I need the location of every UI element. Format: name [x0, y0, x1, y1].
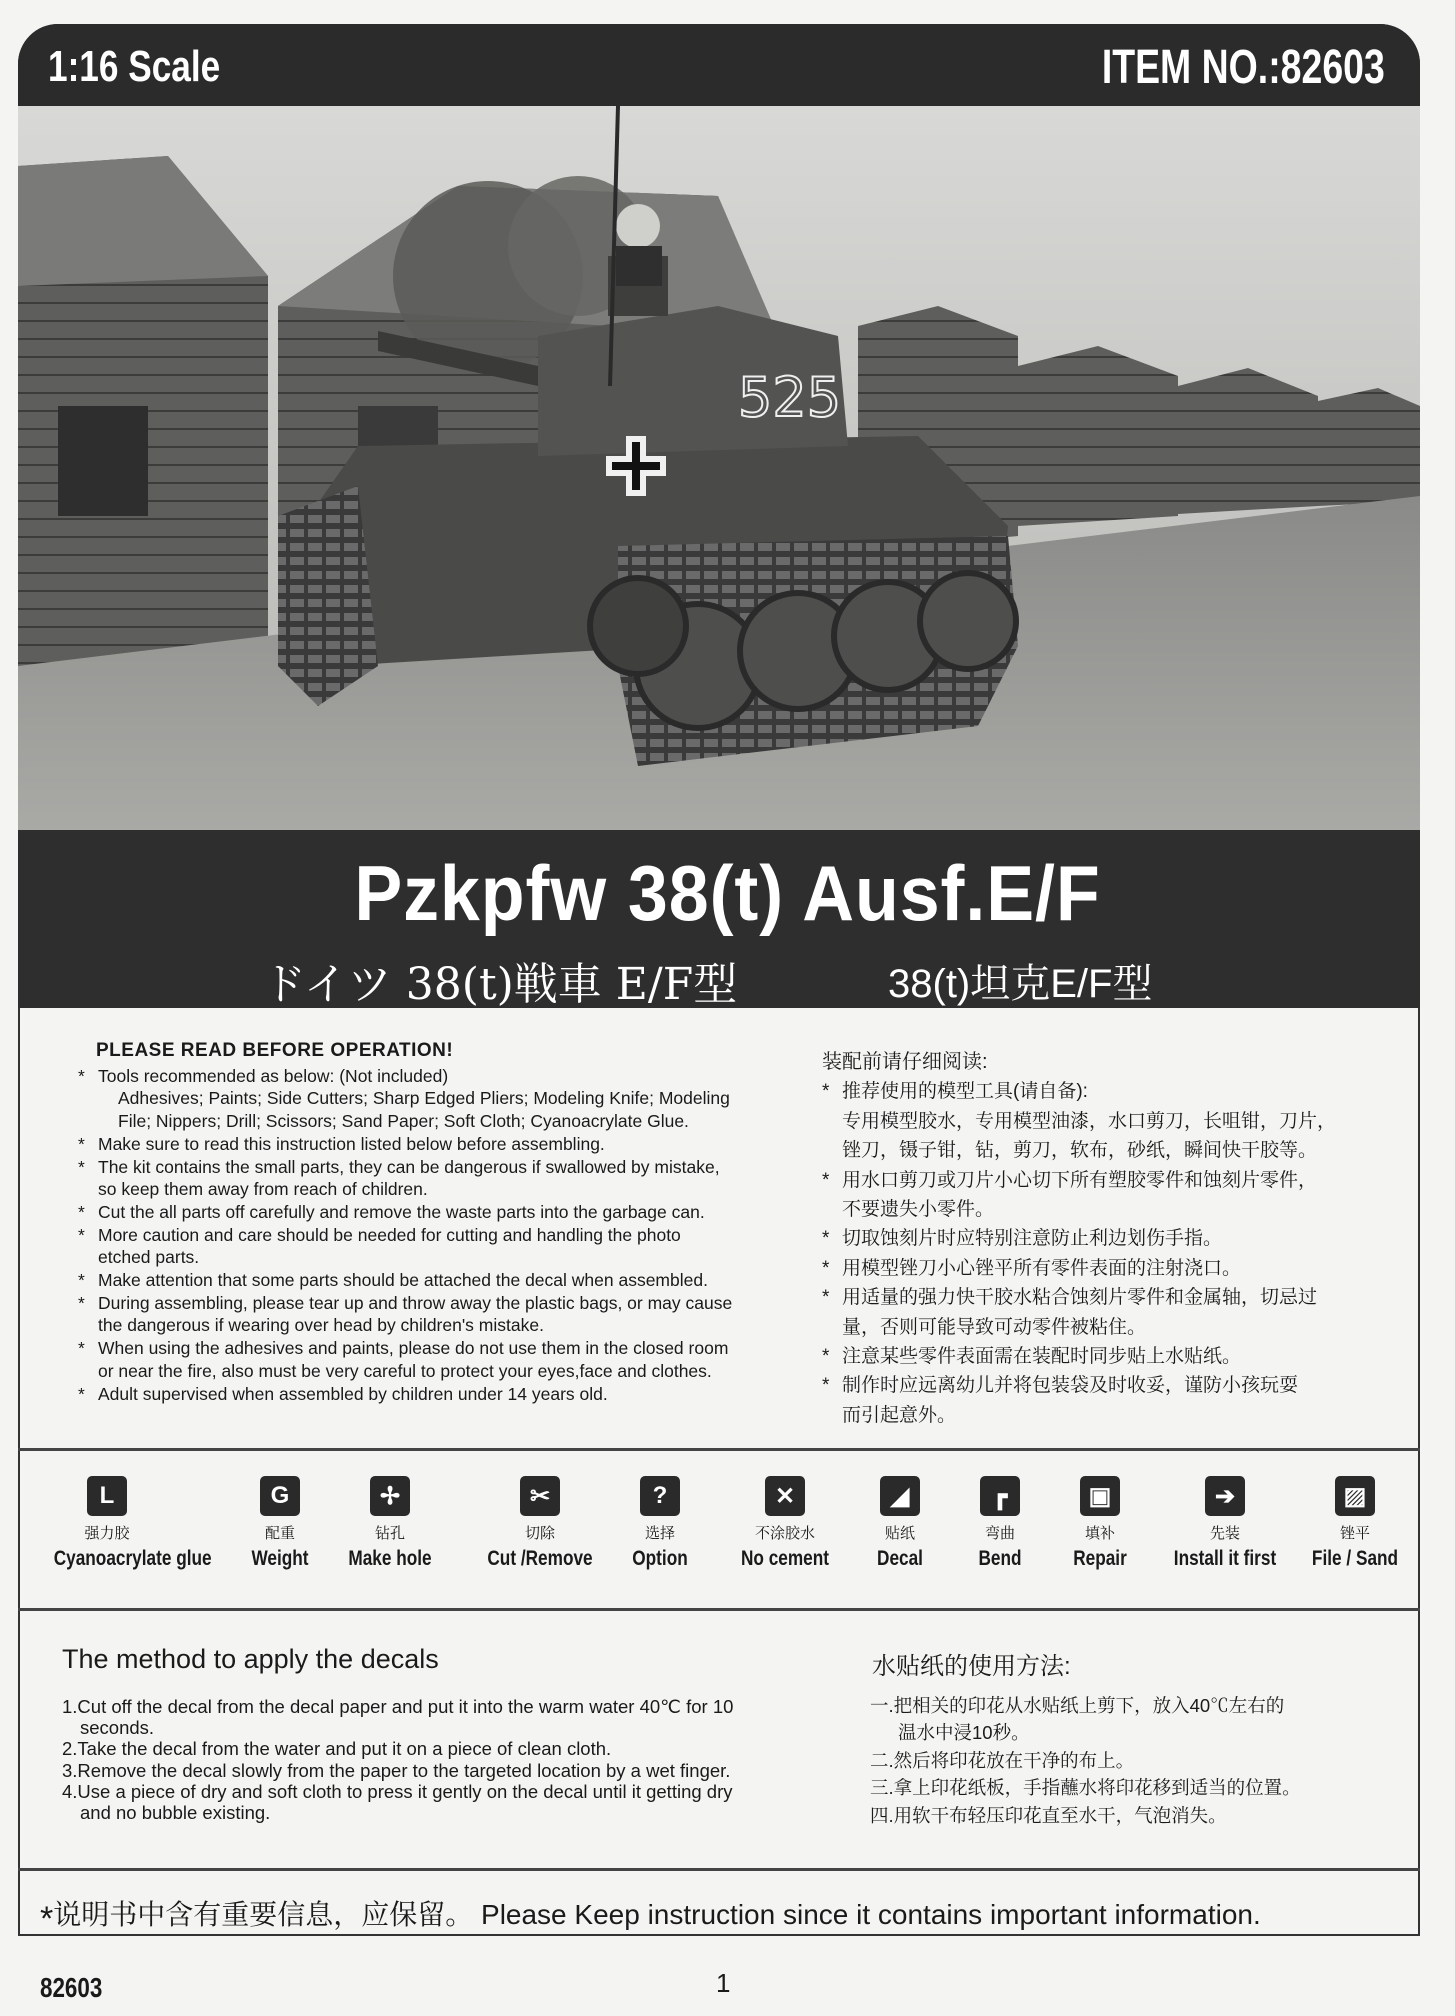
section-divider: [18, 1608, 1420, 1611]
drill-icon: ✢: [370, 1476, 410, 1516]
page-number: 1: [716, 1968, 731, 1998]
decal-step: 4.Use a piece of dry and soft cloth to press it gently on the decal until it getting dry and no bubble existing.: [62, 1780, 733, 1824]
legend-cn-label: 先装: [1209, 1525, 1240, 1542]
scale-label: 1:16 Scale: [48, 42, 221, 91]
decal-method-title: The method to apply the decals: [62, 1644, 439, 1674]
decal-step: 2.Take the decal from the water and put it on a piece of clean cloth.: [62, 1738, 612, 1760]
tank-scene-graphic: [18, 106, 1420, 830]
knife-icon: ✂: [520, 1476, 560, 1516]
note-item: * The kit contains the small parts, they can be dangerous if swallowed by mistake, so keep them away from reach of children.: [78, 1156, 720, 1200]
legend-cn-label: 切除: [524, 1525, 555, 1542]
cn-note-item: * 制作时应远离幼儿并将包装袋及时收妥，谨防小孩玩耍 而引起意外。: [822, 1375, 1299, 1426]
note-item: * Cut the all parts off carefully and remove the waste parts into the garbage can.: [78, 1201, 705, 1222]
chinese-safety-notes: [822, 1048, 1382, 1430]
japanese-title: ドイツ 38(t)戦車 E/F型: [262, 959, 738, 1010]
legend-bend: [955, 1476, 1045, 1571]
decal-step: 1.Cut off the decal from the decal paper and put it into the warm water 40℃ for 10 seconds.: [62, 1696, 734, 1739]
item-code-footer: 82603: [40, 1972, 103, 2003]
legend-repair: [1050, 1476, 1150, 1571]
legend-cn-label: 填补: [1084, 1525, 1115, 1542]
notes-heading: PLEASE READ BEFORE OPERATION!: [96, 1040, 454, 1061]
note-item: * Make sure to read this instruction listed below before assembling.: [78, 1133, 605, 1154]
legend-cn-label: 锉平: [1339, 1525, 1370, 1542]
legend-cn-label: 不涂胶水: [754, 1525, 815, 1542]
legend-cn-label: 选择: [644, 1525, 675, 1542]
cn-note-item: * 用适量的强力快干胶水粘合蚀刻片零件和金属轴，切忌过 量，否则可能导致可动零件被粘住。: [822, 1287, 1318, 1338]
cn-decal-step: 二.然后将印花放在干净的布上。: [870, 1749, 1135, 1771]
note-item: * Tools recommended as below: (Not included) Adhesives; Paints; Side Cutters; Sharp Edged Pliers; Modeling Knife; Modeling File; Nippers; Drill; Scissors; Sand Paper; Soft Cloth; Cyanoacrylate Glue.: [78, 1065, 730, 1132]
legend-en-label: Bend: [978, 1547, 1022, 1570]
legend-cn-label: 钻孔: [374, 1525, 405, 1542]
legend-en-label: Decal: [877, 1547, 923, 1570]
cn-note-item: * 注意某些零件表面需在装配时同步贴上水贴纸。: [822, 1346, 1242, 1368]
section-divider: [18, 1448, 1420, 1451]
legend-cn-label: 贴纸: [884, 1525, 915, 1542]
decal-method-steps: [62, 1696, 822, 1823]
legend-en-label: No cement: [740, 1547, 830, 1570]
file-sand-icon: ▨: [1335, 1476, 1375, 1516]
cn-decal-step: 四.用软干布轻压印花直至水干，气泡消失。: [870, 1804, 1227, 1826]
repair-icon: ▣: [1080, 1476, 1120, 1516]
legend-weight: [230, 1476, 330, 1571]
legend-en-label: Install it first: [1173, 1547, 1277, 1570]
note-item: * More caution and care should be needed for cutting and handling the photo etched parts.: [78, 1224, 681, 1268]
cn-decal-method-steps: [870, 1692, 1390, 1829]
legend-cn-label: 强力胶: [84, 1525, 130, 1542]
legend-cut-remove: [470, 1476, 610, 1571]
bend-icon: ┏: [980, 1476, 1020, 1516]
legend-cn-label: 弯曲: [984, 1525, 1015, 1542]
model-title: Pzkpfw 38(t) Ausf.E/F: [354, 849, 1101, 937]
section-divider: [18, 1868, 1420, 1871]
keep-instruction-note: *说明书中含有重要信息，应保留。 Please Keep instruction since it contains important information.: [40, 1899, 1261, 1938]
no-cement-icon: ✕: [765, 1476, 805, 1516]
note-item: * Make attention that some parts should be attached the decal when assembled.: [78, 1270, 708, 1291]
note-item: * Adult supervised when assembled by children under 14 years old.: [78, 1383, 608, 1404]
legend-install-first: [1160, 1476, 1290, 1571]
cn-note-item: * 用模型锉刀小心锉平所有零件表面的注射浇口。: [822, 1257, 1242, 1279]
cn-note-item: * 用水口剪刀或刀片小心切下所有塑胶零件和蚀刻片零件， 不要遗失小零件。: [822, 1169, 1318, 1221]
cn-decal-step: 三.拿上印花纸板，手指蘸水将印花移到适当的位置。: [870, 1777, 1301, 1799]
legend-en-label: Option: [632, 1547, 688, 1570]
install-first-icon: ➔: [1205, 1476, 1245, 1516]
legend-en-label: Cyanoacrylate glue: [53, 1547, 212, 1570]
cn-notes-heading: 装配前请仔细阅读:: [822, 1051, 988, 1073]
legend-make-hole: [330, 1476, 450, 1571]
chinese-title: 38(t)坦克E/F型: [888, 962, 1153, 1006]
legend-cn-label: 配重: [264, 1525, 295, 1542]
legend-decal: [850, 1476, 950, 1571]
box-art-illustration: [18, 106, 1420, 830]
question-icon: ?: [640, 1476, 680, 1516]
legend-file-sand: [1300, 1476, 1410, 1571]
legend-en-label: Repair: [1073, 1547, 1127, 1570]
english-safety-notes: [78, 1040, 798, 1405]
note-item: * During assembling, please tear up and throw away the plastic bags, or may cause the dangerous if wearing over head by children's mistake.: [78, 1292, 733, 1336]
legend-en-label: Make hole: [348, 1547, 432, 1570]
legend-en-label: Weight: [251, 1547, 309, 1570]
cn-decal-step: 一.把相关的印花从水贴纸上剪下，放入40℃左右的 温水中浸10秒。: [870, 1695, 1285, 1744]
note-item: * When using the adhesives and paints, please do not use them in the closed room or near the fire, also must be very careful to protect your eyes,face and clothes.: [78, 1338, 729, 1381]
legend-glue: [42, 1476, 212, 1571]
decal-icon: ◢: [880, 1476, 920, 1516]
legend-option: [610, 1476, 710, 1571]
legend-no-cement: [720, 1476, 850, 1571]
legend-en-label: File / Sand: [1311, 1547, 1399, 1570]
item-number: ITEM NO.:82603: [1102, 41, 1385, 94]
turret-number: 525: [738, 366, 842, 429]
weight-icon: G: [260, 1476, 300, 1516]
cn-note-item: * 推荐使用的模型工具(请自备): 专用模型胶水，专用模型油漆，水口剪刀，长咀钳，刀片， 锉刀，镊子钳，钻，剪刀，软布，砂纸，瞬间快干胶等。: [822, 1081, 1337, 1162]
legend-en-label: Cut /Remove: [487, 1547, 593, 1570]
symbol-legend: [30, 1476, 1420, 1586]
cn-note-item: * 切取蚀刻片时应特别注意防止利边划伤手指。: [822, 1228, 1223, 1250]
glue-bottle-icon: L: [87, 1476, 127, 1516]
decal-step: 3.Remove the decal slowly from the paper to the targeted location by a wet finger.: [62, 1759, 731, 1781]
cn-decal-method-title: 水贴纸的使用方法:: [872, 1653, 1071, 1680]
